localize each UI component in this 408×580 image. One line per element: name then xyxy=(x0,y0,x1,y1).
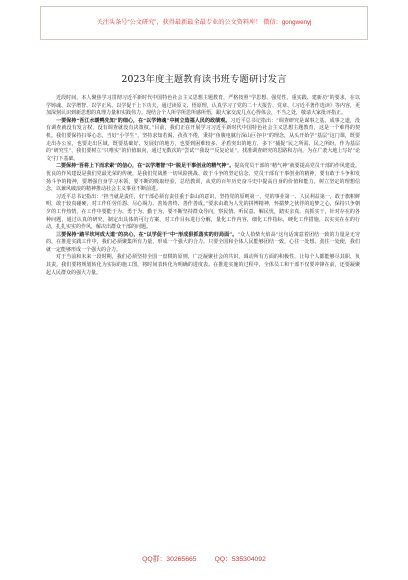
promo-banner xyxy=(40,6,368,40)
paragraph xyxy=(46,254,360,277)
paragraph-text: “众人拾柴火焰高”这句话寓意着团结一致的力量是无穷的。在推进实践工作中，我们必须聚集所有力量，形成一个强大的合力。只要全国和全体人民能够团结一致，心往一处想、劲往一处使，我们就一定能够形成一个强大的合力。 xyxy=(46,231,360,253)
paragraph-lead: 一要保持“吾江水暖鸭先知”的细心，在“以学铸魂”中树立造福人民的政绩观。 xyxy=(56,117,231,124)
paragraph-lead: 二要保持“吾将上下而求索”的信心，在“以学增智”中“脱足干事创业的精气神”。 xyxy=(56,163,235,170)
paragraph-lead: 三要保持“踏平坎坷成大道”的决心，在“以学促干”中“形成狠抓落实的好局面”。 xyxy=(56,231,238,238)
contact-footer xyxy=(0,553,408,563)
paragraph xyxy=(46,194,360,232)
paragraph-text: 近段时间，本人聚焦学习贯彻习近平新时代中国特色社会主义思想主题教育，严格按照“学思想、强党性、重实践、建新功”的要求，在以学铸魂、以学增智、以学正风、以学促干上下功夫，通过读原文、悟原理，认真学习了党的二十大报告、党章、《习近平著作选读》等内容，更加深刻认识到新思想的真理力量和实践伟力。现结合个人所学所思所感所悟，跟大家交流几点心得体会，不当之处，敬请大家批评指正。 xyxy=(46,95,360,117)
paragraph-text: 习近平总书记指出：“调查研究是谋事之基、成事之道，没有调查就没有发言权，没有调查就没有决策权。”目前，我们正在开展学习习近平新时代中国特色社会主义思想主题教育，这是一个难得的契机。我们要保持扫零心态，当好“小学生”，坚持求知若渴、孜孜不倦，秉持“鱼腹电腻行深山巨谷中”的理念，从头开始学“基层”这门课，既要走出办公室，也要走出区域，既要基础好、发展好的地方，也要到困难较多、矛盾突出的地方，多下“捕捉”民之所需、民之所盼。作为基层的“研究生”，我们要树立“只唯实”的价值取向，通过无数次的“尝试”“我设”“反复论证”，找准调查研究的思路和方向，为在广袤大地上写好“论文”打下基础。 xyxy=(46,117,360,162)
paragraph xyxy=(46,95,360,118)
paragraph-text: 对于当前和未来一段时期，我们必须坚持全国一盘棋的原则，广泛凝聚社会的共识，调动所有方面的积极性，让每个人都能够尽其职、负其责。我们要将规划转化为实际的施工图，将时间表转化为明确的进度表。在推进实施的过程中，全体员工和干部不仅要冲锋在前，还要凝聚起人民群众的强大力量。 xyxy=(46,254,360,276)
paragraph-text: 习近平总书记指出：“担当就是责任，好干部必须有责任重于泰山的意识，坚持党的原则第一、党的事业第一、人民利益第一，敢于旗帜鲜明，敢于较真碰硬，对工作任劳任怨、尽心竭力、善始善终、善作善成。”要求由敢为人先的拼博精神，怀揣梦之伙伴的追梦之心，保持只争朝夕的工作热情，在工作中要能于为、勇于为、勤于为，要不断坚持群众导向，察民情、听民意、解民忧，踏实亲真、真抓实干，针对存在的各种问题，通过认真的研究，制定出具体的可行方案，对工作目标进行分解，量化工作内容，细化工作指标，硬化工作措施，以实实在在的行动，扎扎实实的作风，解决出群众干部的问题。 xyxy=(46,193,360,231)
document-title: 2023年度主题教育读书班专题研讨发言 xyxy=(121,74,287,85)
qq-group-number: QQ群：30265665 xyxy=(142,556,197,563)
paragraph xyxy=(46,232,360,255)
qq-number: QQ：535304092 xyxy=(214,556,266,563)
promo-banner-text: 关注头条号“公文研究”，获得最新最全最专业的公文资料库！ 微信：gongwenyj xyxy=(96,19,312,27)
document-body xyxy=(46,95,360,277)
paragraph xyxy=(46,163,360,193)
paragraph xyxy=(46,118,360,164)
paragraph-text: 提高党员干部的“精气神”就要提高党员干部的作风建设。优良的作风建设是我们党最光荣的传统，是我们党战胜一切风险挑战、敢于斗争的坚定信念，党员干部有干事创业的精神，要有敢于斗争和发扬斗争的精神，要增强自身学习本领，要不断的吸取经验，总结教训，从党的百年历史奋斗史中提高自身的价值和能力，树立坚定的理想信念，以兼风破浪的精神推动社会主义事业不断前进。 xyxy=(46,163,360,193)
